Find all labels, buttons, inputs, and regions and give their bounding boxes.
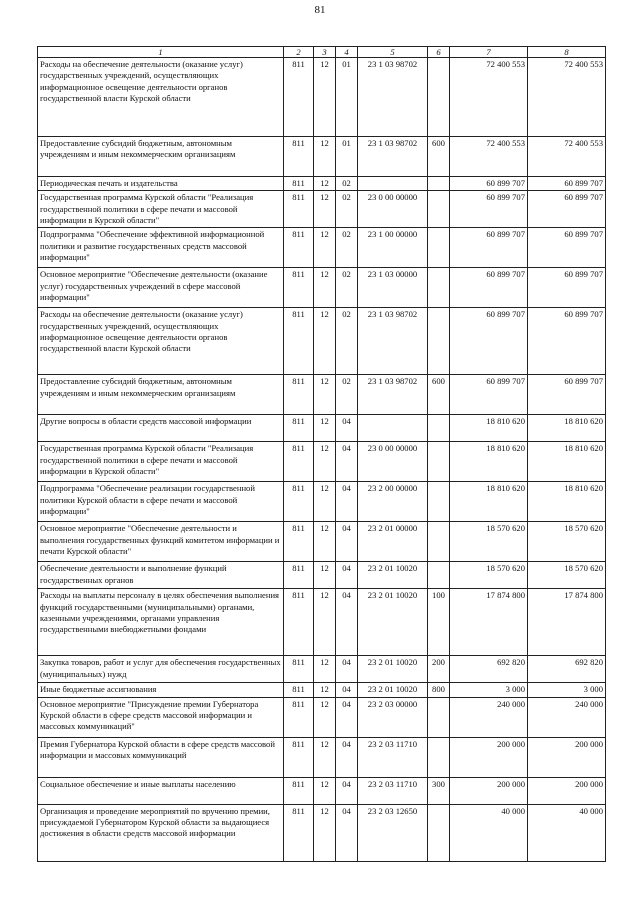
row-amount-a: 692 820 xyxy=(450,656,528,683)
table-row xyxy=(38,58,606,137)
table-row xyxy=(38,137,606,177)
table-row xyxy=(38,697,606,737)
row-name: Закупка товаров, работ и услуг для обеспечения государственных (муниципальных) нужд xyxy=(38,656,284,683)
row-target-code: 23 2 00 00000 xyxy=(358,482,428,522)
row-amount-b: 18 570 620 xyxy=(528,522,606,562)
row-section-code: 12 xyxy=(314,777,336,804)
column-header: 5 xyxy=(358,47,428,58)
row-amount-b: 18 810 620 xyxy=(528,415,606,442)
row-subsection-code: 02 xyxy=(336,375,358,415)
table-row xyxy=(38,482,606,522)
table-row xyxy=(38,177,606,191)
row-target-code: 23 0 00 00000 xyxy=(358,442,428,482)
row-amount-a: 60 899 707 xyxy=(450,308,528,375)
row-name: Премия Губернатора Курской области в сфере средств массовой информации и массовых коммуникаций xyxy=(38,737,284,777)
table-row xyxy=(38,522,606,562)
row-amount-a: 3 000 xyxy=(450,683,528,697)
row-amount-b: 18 810 620 xyxy=(528,482,606,522)
row-gl-code: 811 xyxy=(284,683,314,697)
row-expense-type xyxy=(428,562,450,589)
row-amount-a: 60 899 707 xyxy=(450,375,528,415)
row-target-code: 23 2 01 10020 xyxy=(358,683,428,697)
row-section-code: 12 xyxy=(314,589,336,656)
row-amount-b: 3 000 xyxy=(528,683,606,697)
row-amount-b: 60 899 707 xyxy=(528,375,606,415)
row-amount-a: 60 899 707 xyxy=(450,177,528,191)
row-gl-code: 811 xyxy=(284,415,314,442)
row-gl-code: 811 xyxy=(284,137,314,177)
row-expense-type: 100 xyxy=(428,589,450,656)
row-amount-b: 72 400 553 xyxy=(528,58,606,137)
row-name: Основное мероприятие "Присуждение премии Губернатора Курской области в сфере средств массовой информации и массовых коммуникаций" xyxy=(38,697,284,737)
row-target-code: 23 1 03 00000 xyxy=(358,268,428,308)
table-row xyxy=(38,268,606,308)
table-row xyxy=(38,375,606,415)
row-section-code: 12 xyxy=(314,737,336,777)
row-expense-type xyxy=(428,522,450,562)
row-name: Подпрограмма "Обеспечение реализации государственной политики Курской области в сфере печати и массовой информации" xyxy=(38,482,284,522)
table-header-row xyxy=(38,47,606,58)
row-target-code: 23 1 03 98702 xyxy=(358,375,428,415)
row-name: Основное мероприятие "Обеспечение деятельности (оказание услуг) государственных учреждений в сфере массовой информации" xyxy=(38,268,284,308)
row-expense-type xyxy=(428,737,450,777)
row-subsection-code: 04 xyxy=(336,737,358,777)
row-amount-a: 60 899 707 xyxy=(450,228,528,268)
table-row xyxy=(38,683,606,697)
table-row xyxy=(38,777,606,804)
row-section-code: 12 xyxy=(314,683,336,697)
row-gl-code: 811 xyxy=(284,656,314,683)
row-amount-a: 18 570 620 xyxy=(450,562,528,589)
row-subsection-code: 04 xyxy=(336,683,358,697)
row-subsection-code: 01 xyxy=(336,137,358,177)
row-name: Предоставление субсидий бюджетным, автономным учреждениям и иным некоммерческим организациям xyxy=(38,137,284,177)
row-gl-code: 811 xyxy=(284,58,314,137)
row-section-code: 12 xyxy=(314,375,336,415)
row-target-code: 23 2 03 00000 xyxy=(358,697,428,737)
row-gl-code: 811 xyxy=(284,442,314,482)
row-gl-code: 811 xyxy=(284,777,314,804)
row-expense-type xyxy=(428,697,450,737)
row-amount-b: 18 810 620 xyxy=(528,442,606,482)
row-section-code: 12 xyxy=(314,697,336,737)
row-name: Предоставление субсидий бюджетным, автономным учреждениям и иным некоммерческим организациям xyxy=(38,375,284,415)
row-expense-type xyxy=(428,191,450,228)
table-row xyxy=(38,442,606,482)
row-expense-type xyxy=(428,177,450,191)
row-gl-code: 811 xyxy=(284,308,314,375)
column-header: 3 xyxy=(314,47,336,58)
row-subsection-code: 04 xyxy=(336,522,358,562)
row-target-code: 23 2 01 10020 xyxy=(358,562,428,589)
row-amount-a: 72 400 553 xyxy=(450,137,528,177)
row-expense-type xyxy=(428,308,450,375)
row-amount-b: 60 899 707 xyxy=(528,177,606,191)
row-gl-code: 811 xyxy=(284,482,314,522)
row-section-code: 12 xyxy=(314,191,336,228)
row-section-code: 12 xyxy=(314,228,336,268)
row-subsection-code: 02 xyxy=(336,177,358,191)
row-expense-type xyxy=(428,58,450,137)
table-row xyxy=(38,562,606,589)
row-target-code: 23 1 03 98702 xyxy=(358,58,428,137)
row-name: Государственная программа Курской области "Реализация государственной политики в сфере печати и массовой информации в Курской области" xyxy=(38,442,284,482)
table-row xyxy=(38,308,606,375)
row-subsection-code: 02 xyxy=(336,268,358,308)
row-amount-b: 692 820 xyxy=(528,656,606,683)
row-target-code: 23 2 01 10020 xyxy=(358,656,428,683)
table-row xyxy=(38,656,606,683)
row-gl-code: 811 xyxy=(284,804,314,861)
row-section-code: 12 xyxy=(314,268,336,308)
table-row xyxy=(38,804,606,861)
row-amount-a: 200 000 xyxy=(450,777,528,804)
row-gl-code: 811 xyxy=(284,589,314,656)
row-amount-b: 200 000 xyxy=(528,777,606,804)
row-gl-code: 811 xyxy=(284,191,314,228)
row-name: Иные бюджетные ассигнования xyxy=(38,683,284,697)
row-expense-type xyxy=(428,228,450,268)
row-target-code: 23 2 03 11710 xyxy=(358,777,428,804)
row-subsection-code: 04 xyxy=(336,442,358,482)
row-section-code: 12 xyxy=(314,804,336,861)
row-target-code: 23 2 03 11710 xyxy=(358,737,428,777)
row-section-code: 12 xyxy=(314,137,336,177)
row-expense-type xyxy=(428,804,450,861)
column-header: 8 xyxy=(528,47,606,58)
row-name: Расходы на выплаты персоналу в целях обеспечения выполнения функций государственными (муниципальными) органами, казенными учреждениями, органами управления государственными внебюджетными фондами xyxy=(38,589,284,656)
row-subsection-code: 04 xyxy=(336,415,358,442)
row-target-code xyxy=(358,415,428,442)
table-row xyxy=(38,415,606,442)
row-subsection-code: 04 xyxy=(336,777,358,804)
column-header: 7 xyxy=(450,47,528,58)
row-subsection-code: 02 xyxy=(336,191,358,228)
row-expense-type: 600 xyxy=(428,137,450,177)
row-amount-b: 60 899 707 xyxy=(528,228,606,268)
row-target-code: 23 2 03 12650 xyxy=(358,804,428,861)
row-gl-code: 811 xyxy=(284,697,314,737)
column-header: 6 xyxy=(428,47,450,58)
row-amount-b: 72 400 553 xyxy=(528,137,606,177)
row-subsection-code: 04 xyxy=(336,656,358,683)
table-row xyxy=(38,191,606,228)
row-name: Подпрограмма "Обеспечение эффективной информационной политики и развитие государственных средств массовой информации" xyxy=(38,228,284,268)
row-expense-type: 300 xyxy=(428,777,450,804)
row-amount-a: 60 899 707 xyxy=(450,268,528,308)
row-amount-a: 72 400 553 xyxy=(450,58,528,137)
row-amount-b: 200 000 xyxy=(528,737,606,777)
table-row xyxy=(38,589,606,656)
row-amount-a: 18 570 620 xyxy=(450,522,528,562)
row-subsection-code: 04 xyxy=(336,804,358,861)
row-name: Расходы на обеспечение деятельности (оказание услуг) государственных учреждений, осуществляющих информационное освещение деятельности органов государственной власти Курской области xyxy=(38,58,284,137)
row-amount-b: 17 874 800 xyxy=(528,589,606,656)
row-amount-b: 60 899 707 xyxy=(528,268,606,308)
row-section-code: 12 xyxy=(314,177,336,191)
budget-table xyxy=(37,46,606,862)
row-amount-b: 18 570 620 xyxy=(528,562,606,589)
row-section-code: 12 xyxy=(314,482,336,522)
row-amount-a: 18 810 620 xyxy=(450,482,528,522)
row-gl-code: 811 xyxy=(284,228,314,268)
row-amount-b: 60 899 707 xyxy=(528,308,606,375)
row-expense-type: 600 xyxy=(428,375,450,415)
table-row xyxy=(38,737,606,777)
row-subsection-code: 04 xyxy=(336,697,358,737)
row-section-code: 12 xyxy=(314,58,336,137)
row-expense-type: 800 xyxy=(428,683,450,697)
row-name: Социальное обеспечение и иные выплаты населению xyxy=(38,777,284,804)
page-number: 81 xyxy=(314,4,326,16)
row-target-code: 23 1 03 98702 xyxy=(358,308,428,375)
row-target-code xyxy=(358,177,428,191)
row-expense-type xyxy=(428,268,450,308)
row-section-code: 12 xyxy=(314,415,336,442)
row-amount-a: 200 000 xyxy=(450,737,528,777)
row-expense-type: 200 xyxy=(428,656,450,683)
row-amount-a: 40 000 xyxy=(450,804,528,861)
row-gl-code: 811 xyxy=(284,375,314,415)
row-expense-type xyxy=(428,415,450,442)
row-amount-a: 240 000 xyxy=(450,697,528,737)
row-target-code: 23 1 00 00000 xyxy=(358,228,428,268)
row-expense-type xyxy=(428,482,450,522)
row-gl-code: 811 xyxy=(284,268,314,308)
row-target-code: 23 1 03 98702 xyxy=(358,137,428,177)
row-subsection-code: 02 xyxy=(336,308,358,375)
row-gl-code: 811 xyxy=(284,177,314,191)
row-subsection-code: 02 xyxy=(336,228,358,268)
row-subsection-code: 01 xyxy=(336,58,358,137)
row-amount-a: 60 899 707 xyxy=(450,191,528,228)
row-amount-a: 18 810 620 xyxy=(450,442,528,482)
row-target-code: 23 0 00 00000 xyxy=(358,191,428,228)
row-name: Периодическая печать и издательства xyxy=(38,177,284,191)
row-subsection-code: 04 xyxy=(336,589,358,656)
row-section-code: 12 xyxy=(314,522,336,562)
row-name: Государственная программа Курской области "Реализация государственной политики в сфере печати и массовой информации в Курской области" xyxy=(38,191,284,228)
row-target-code: 23 2 01 00000 xyxy=(358,522,428,562)
column-header: 1 xyxy=(38,47,284,58)
row-section-code: 12 xyxy=(314,562,336,589)
row-gl-code: 811 xyxy=(284,737,314,777)
row-amount-b: 40 000 xyxy=(528,804,606,861)
row-gl-code: 811 xyxy=(284,522,314,562)
row-section-code: 12 xyxy=(314,656,336,683)
row-amount-b: 60 899 707 xyxy=(528,191,606,228)
row-name: Основное мероприятие "Обеспечение деятельности и выполнения государственных функций комитетом информации и печати Курской области" xyxy=(38,522,284,562)
row-amount-a: 18 810 620 xyxy=(450,415,528,442)
row-amount-a: 17 874 800 xyxy=(450,589,528,656)
row-section-code: 12 xyxy=(314,308,336,375)
row-name: Другие вопросы в области средств массовой информации xyxy=(38,415,284,442)
column-header: 2 xyxy=(284,47,314,58)
row-section-code: 12 xyxy=(314,442,336,482)
row-gl-code: 811 xyxy=(284,562,314,589)
row-name: Организация и проведение мероприятий по вручению премии, присуждаемой Губернатором Курской области за выдающиеся достижения в области средств массовой информации xyxy=(38,804,284,861)
row-expense-type xyxy=(428,442,450,482)
row-subsection-code: 04 xyxy=(336,562,358,589)
row-target-code: 23 2 01 10020 xyxy=(358,589,428,656)
table-row xyxy=(38,228,606,268)
row-name: Расходы на обеспечение деятельности (оказание услуг) государственных учреждений, осуществляющих информационное освещение деятельности органов государственной власти Курской области xyxy=(38,308,284,375)
row-subsection-code: 04 xyxy=(336,482,358,522)
column-header: 4 xyxy=(336,47,358,58)
row-name: Обеспечение деятельности и выполнение функций государственных органов xyxy=(38,562,284,589)
row-amount-b: 240 000 xyxy=(528,697,606,737)
